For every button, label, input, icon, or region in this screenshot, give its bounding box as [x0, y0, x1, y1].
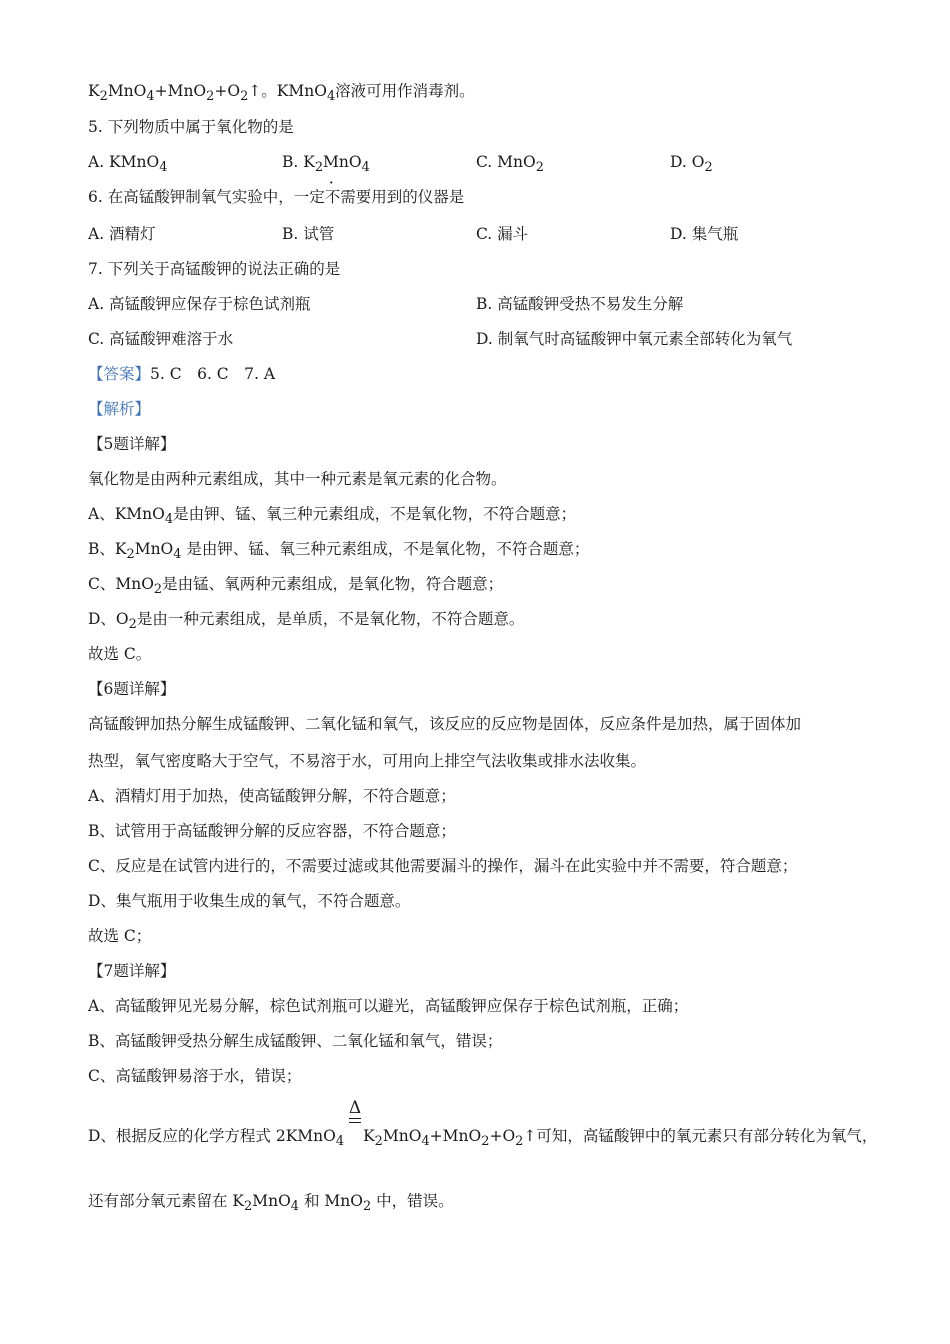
d6-conclusion: 故选 C； [88, 927, 152, 945]
q5-stem: 5. 下列物质中属于氧化物的是 [88, 118, 294, 136]
d5-line: B、$K_2MnO_4$ 是由钾、锰、氧三种元素组成，不是氧化物，不符合题意； [88, 540, 590, 563]
q6-option-a: A. 酒精灯 [88, 225, 156, 243]
d5-line: C、MnO$_2$是由锰、氧两种元素组成，是氧化物，符合题意； [88, 575, 504, 598]
d5-line: A、KMnO$_4$是由钾、锰、氧三种元素组成，不是氧化物，不符合题意； [88, 505, 577, 528]
q7-option-c: C. 高锰酸钾难溶于水 [88, 330, 234, 348]
d6-line: 高锰酸钾加热分解生成锰酸钾、二氧化锰和氧气，该反应的反应物是固体，反应条件是加热，属于固体加 [88, 715, 802, 733]
q5-option-a: A. KMnO$_4$ [88, 153, 168, 176]
d7-line: C、高锰酸钾易溶于水，错误； [88, 1067, 302, 1085]
d7-title: 【7题详解】 [88, 962, 176, 980]
q7-option-d: D. 制氧气时高锰酸钾中氧元素全部转化为氧气 [476, 330, 793, 348]
q7-option-b: B. 高锰酸钾受热不易发生分解 [476, 295, 684, 313]
d6-line: B、试管用于高锰酸钾分解的反应容器，不符合题意； [88, 822, 456, 840]
d6-line: D、集气瓶用于收集生成的氧气，不符合题意。 [88, 892, 411, 910]
answer-label: 【答案】 [88, 365, 151, 383]
q6-stem: 6. 在高锰酸钾制氧气实验中，一定不需要用到的仪器是 [88, 188, 465, 206]
q5-option-d: D. $O_2$ [670, 153, 713, 176]
d6-line: 热型，氧气密度略大于空气，不易溶于水，可用向上排空气法收集或排水法收集。 [88, 752, 647, 770]
d7-line-equation: D、根据反应的化学方程式 2KMnO$_4$ $K_2MnO_4+MnO_2+O_2↑$可知，高锰酸钾中的氧元素只有部分转化为氧气， [88, 1127, 878, 1150]
d7-line: B、高锰酸钾受热分解生成锰酸钾、二氧化锰和氧气，错误； [88, 1032, 503, 1050]
q7-stem: 7. 下列关于高锰酸钾的说法正确的是 [88, 260, 341, 278]
answer-text: 5. C 6. C 7. A [150, 365, 276, 383]
d7-line: A、高锰酸钾见光易分解，棕色试剂瓶可以避光，高锰酸钾应保存于棕色试剂瓶，正确； [88, 997, 689, 1015]
d5-line: D、$O_2$是由一种元素组成，是单质，不是氧化物，不符合题意。 [88, 610, 525, 633]
answer-line [88, 363, 275, 385]
q7-option-a: A. 高锰酸钾应保存于棕色试剂瓶 [88, 295, 311, 313]
d6-line: A、酒精灯用于加热，使高锰酸钾分解，不符合题意； [88, 787, 456, 805]
heating-condition-symbol: Δ [345, 1099, 365, 1123]
d5-title: 【5题详解】 [88, 435, 176, 453]
d6-line: C、反应是在试管内进行的，不需要过滤或其他需要漏斗的操作，漏斗在此实验中并不需要，符合题意； [88, 857, 798, 875]
d5-conclusion: 故选 C。 [88, 645, 152, 663]
analysis-label: 【解析】 [88, 400, 151, 418]
emphasis-dot-char: 不 [324, 188, 341, 206]
q5-option-b: B. $K_2MnO_4$ [282, 153, 370, 176]
intro-line: $K_2MnO_4+MnO_2+O_2↑$。KMnO$_4$溶液可用作消毒剂。 [88, 82, 475, 105]
d5-line: 氧化物是由两种元素组成，其中一种元素是氧元素的化合物。 [88, 470, 507, 488]
q6-option-c: C. 漏斗 [476, 225, 529, 243]
q6-option-d: D. 集气瓶 [670, 225, 739, 243]
q5-option-c: C. MnO$_2$ [476, 153, 544, 176]
d7-line: 还有部分氧元素留在 $K_2MnO_4$ 和 MnO$_2$ 中，错误。 [88, 1192, 454, 1215]
d6-title: 【6题详解】 [88, 680, 176, 698]
q6-option-b: B. 试管 [282, 225, 335, 243]
